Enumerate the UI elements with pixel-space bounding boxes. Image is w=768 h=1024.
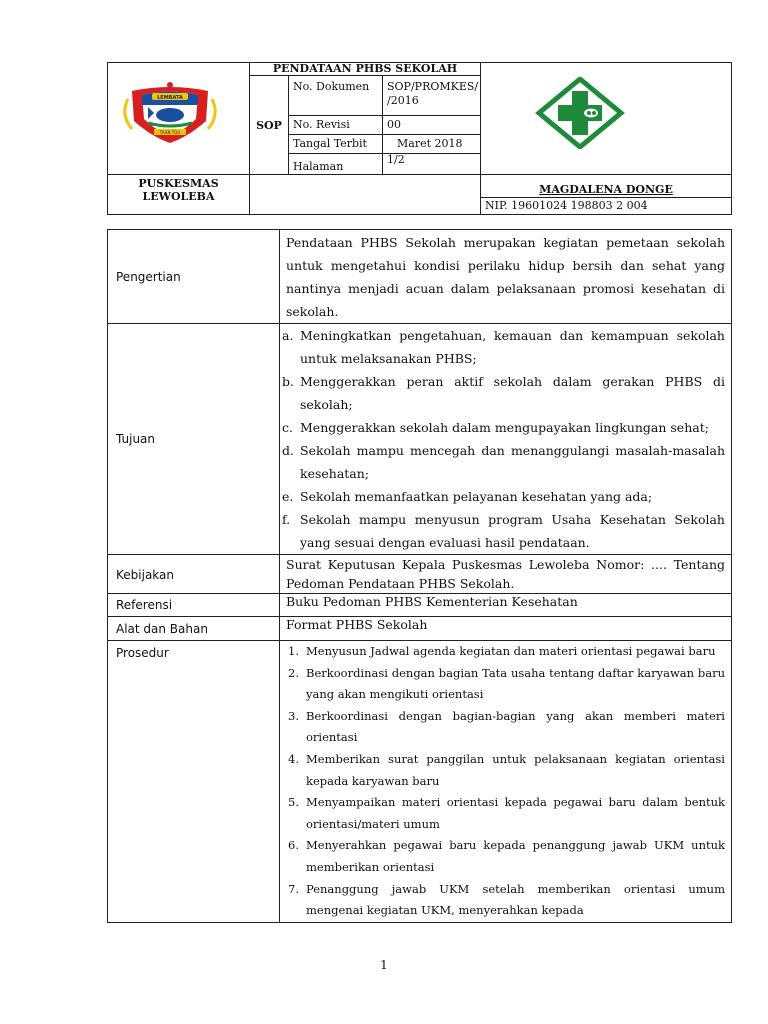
prosedur-item-text: Penanggung jawab UKM setelah memberikan orientasi umum mengenai kegiatan UKM, menyerahkan kepada xyxy=(306,881,725,918)
tujuan-item-text: Sekolah mampu menyusun program Usaha Kesehatan Sekolah yang sesuai dengan evaluasi hasil pendataan. xyxy=(300,512,725,550)
document-title: PENDATAAN PHBS SEKOLAH xyxy=(250,63,481,76)
logo-lembata-text: LEMBATA xyxy=(157,95,183,101)
prosedur-item xyxy=(282,706,725,749)
referensi-text: Buku Pedoman PHBS Kementerian Kesehatan xyxy=(280,594,732,617)
row-pengertian xyxy=(108,230,732,324)
meta-value-no-dokumen: SOP/PROMKES/ /2016 xyxy=(383,76,481,116)
meta-value-tanggal-terbit: Maret 2018 xyxy=(383,135,481,154)
kebijakan-text: Surat Keputusan Kepala Puskesmas Lewoleba Nomor: .... Tentang Pedoman Pendataan PHBS Sekolah. xyxy=(286,557,725,591)
org-line-2: LEWOLEBA xyxy=(142,190,215,203)
tujuan-item-text: Sekolah memanfaatkan pelayanan kesehatan yang ada; xyxy=(300,489,653,504)
prosedur-item xyxy=(282,879,725,922)
prosedur-item-text: Berkoordinasi dengan bagian-bagian yang akan memberi materi orientasi xyxy=(306,708,725,745)
sop-label: SOP xyxy=(250,76,289,175)
alat-bahan-text: Format PHBS Sekolah xyxy=(280,617,732,641)
tujuan-item-text: Sekolah mampu mencegah dan menanggulangi masalah-masalah kesehatan; xyxy=(300,443,725,481)
prosedur-marker: 5. xyxy=(288,795,299,810)
tujuan-marker: e. xyxy=(282,489,294,504)
signer-name: MAGDALENA DONGE xyxy=(481,175,732,198)
row-tujuan xyxy=(108,324,732,555)
prosedur-marker: 6. xyxy=(288,838,299,853)
prosedur-item xyxy=(282,641,725,663)
signer-nip: NIP. 19601024 198803 2 004 xyxy=(481,198,732,215)
prosedur-list xyxy=(282,641,725,922)
meta-label-no-dokumen: No. Dokumen xyxy=(289,76,383,116)
label-referensi: Referensi xyxy=(108,594,280,617)
tujuan-list xyxy=(282,324,725,554)
prosedur-item-text: Menyusun Jadwal agenda kegiatan dan materi orientasi pegawai baru xyxy=(306,644,716,658)
tujuan-item xyxy=(282,439,725,485)
prosedur-item-text: Berkoordinasi dengan bagian Tata usaha tentang daftar karyawan baru yang akan mengikuti orientasi xyxy=(306,665,725,702)
logo-motto-text: TAAN TOU xyxy=(159,130,181,135)
tujuan-marker: d. xyxy=(282,443,294,458)
label-prosedur: Prosedur xyxy=(108,641,280,923)
tujuan-marker: c. xyxy=(282,420,293,435)
pengertian-text: Pendataan PHBS Sekolah merupakan kegiatan pemetaan sekolah untuk mengetahui kondisi perilaku hidup bersih dan sehat yang nantinya menjadi acuan dalam pelaksanaan promosi kesehatan di sekolah. xyxy=(286,235,725,319)
label-pengertian: Pengertian xyxy=(108,230,280,324)
prosedur-item-text: Menyampaikan materi orientasi kepada pegawai baru dalam bentuk orientasi/materi umum xyxy=(306,795,725,831)
meta-label-tanggal-terbit: Tangal Terbit xyxy=(289,135,383,154)
tujuan-item xyxy=(282,370,725,416)
label-tujuan: Tujuan xyxy=(108,324,280,555)
prosedur-marker: 3. xyxy=(288,708,299,723)
row-alat-bahan xyxy=(108,617,732,641)
prosedur-item xyxy=(282,749,725,792)
prosedur-item xyxy=(282,663,725,706)
prosedur-item xyxy=(282,835,725,878)
tujuan-marker: a. xyxy=(282,328,294,343)
prosedur-item xyxy=(282,792,725,835)
puskesmas-logo-cell xyxy=(481,63,732,175)
meta-label-no-revisi: No. Revisi xyxy=(289,116,383,135)
label-kebijakan: Kebijakan xyxy=(108,555,280,594)
tujuan-marker: b. xyxy=(282,374,294,389)
org-line-1: PUSKESMAS xyxy=(138,177,219,190)
prosedur-marker: 4. xyxy=(288,751,299,766)
organization-name xyxy=(108,175,250,215)
prosedur-item-text: Menyerahkan pegawai baru kepada penanggung jawab UKM untuk memberikan orientasi xyxy=(306,838,725,874)
row-referensi xyxy=(108,594,732,617)
prosedur-marker: 2. xyxy=(288,665,299,680)
blank-cell xyxy=(250,175,481,215)
district-logo-cell xyxy=(108,63,250,175)
row-prosedur xyxy=(108,641,732,923)
tujuan-item-text: Meningkatkan pengetahuan, kemauan dan kemampuan sekolah untuk melaksanakan PHBS; xyxy=(300,328,725,366)
tujuan-marker: f. xyxy=(282,512,291,527)
header-table xyxy=(107,62,732,215)
meta-value-halaman: 1/2 xyxy=(383,154,481,175)
tujuan-item xyxy=(282,485,725,508)
label-alat-bahan: Alat dan Bahan xyxy=(108,617,280,641)
green-cross-logo xyxy=(535,77,625,149)
tujuan-item xyxy=(282,324,725,370)
tujuan-item-text: Menggerakkan sekolah dalam mengupayakan lingkungan sehat; xyxy=(300,420,709,435)
sop-content-table xyxy=(107,229,732,923)
tujuan-item xyxy=(282,416,725,439)
tujuan-item-text: Menggerakkan peran aktif sekolah dalam gerakan PHBS di sekolah; xyxy=(300,374,725,412)
row-kebijakan xyxy=(108,555,732,594)
tujuan-item xyxy=(282,508,725,554)
meta-label-halaman: Halaman xyxy=(289,154,383,175)
lembata-logo xyxy=(118,77,222,147)
page-number: 1 xyxy=(380,958,388,972)
meta-value-no-revisi: 00 xyxy=(383,116,481,135)
prosedur-item-text: Memberikan surat panggilan untuk pelaksanaan kegiatan orientasi kepada karyawan baru xyxy=(306,751,725,788)
prosedur-marker: 1. xyxy=(288,644,299,658)
prosedur-marker: 7. xyxy=(288,881,299,896)
